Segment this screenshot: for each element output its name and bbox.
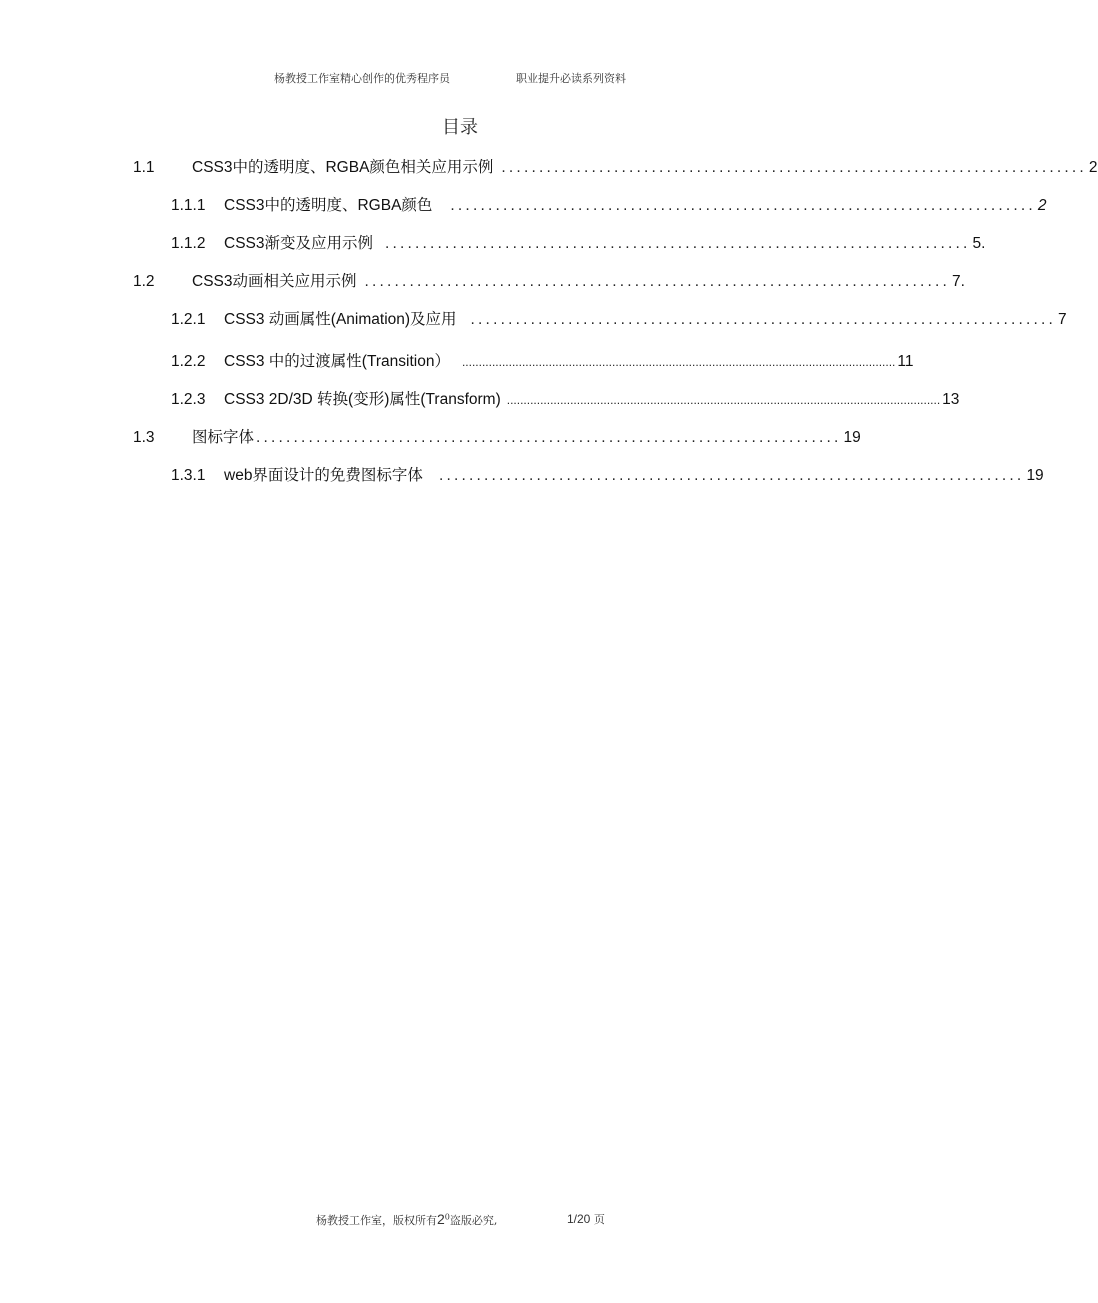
toc-dot-leader: .............................................................................. xyxy=(470,311,1057,328)
toc-entry-number: 1.3.1 xyxy=(171,467,206,484)
toc-entry-page: 2 xyxy=(1088,159,1098,176)
toc-entry-label: CSS3 动画属性(Animation)及应用 xyxy=(224,311,457,328)
toc-entry-label: CSS3 2D/3D 转换(变形)属性(Transform) xyxy=(224,391,501,408)
toc-entry-page: 11 xyxy=(897,353,914,370)
toc-entry-number: 1.2.1 xyxy=(171,311,206,328)
toc-entry-1-3-1[interactable] xyxy=(171,466,1044,486)
toc-entry-label: CSS3渐变及应用示例 xyxy=(224,235,373,252)
footer-copyright-suffix: 盗版必究, xyxy=(449,1214,498,1227)
toc-entry-1-2-1[interactable] xyxy=(171,310,1067,330)
toc-entry-page: 7. xyxy=(952,273,965,290)
toc-dot-leader: .............................................................................. xyxy=(450,197,1036,214)
toc-dot-leader: .............................................................................. xyxy=(364,273,950,290)
toc-entry-label: CSS3中的透明度、RGBA颜色相关应用示例 xyxy=(192,159,494,176)
toc-dot-leader: .................................................................................................................................. xyxy=(461,355,896,369)
toc-entry-page: 5. xyxy=(972,235,986,252)
toc-entry-1-3[interactable] xyxy=(133,428,861,448)
toc-entry-1-1-1[interactable] xyxy=(171,196,1047,216)
toc-entry-1-2-2[interactable] xyxy=(171,352,914,372)
footer-copyright-sup: 0 xyxy=(444,1212,450,1222)
toc-entry-number: 1.2.3 xyxy=(171,391,206,408)
footer-page-current: 1/20 xyxy=(567,1212,591,1226)
toc-entry-label: 图标字体 xyxy=(192,429,255,446)
footer-copyright-prefix: 杨教授工作室，版权所有 xyxy=(316,1214,437,1227)
toc-entry-number: 1.1.1 xyxy=(171,197,206,214)
header-left-text: 杨教授工作室精心创作的优秀程序员 xyxy=(274,72,450,85)
toc-entry-number: 1.1.2 xyxy=(171,235,206,252)
toc-dot-leader: .............................................................................. xyxy=(501,159,1087,176)
toc-entry-page: 19 xyxy=(843,429,861,446)
toc-entry-page: 7 xyxy=(1058,311,1067,328)
footer-page-number xyxy=(567,1211,605,1227)
toc-entry-label: CSS3中的透明度、RGBA颜色 xyxy=(224,197,433,214)
footer-copyright xyxy=(316,1211,497,1228)
toc-dot-leader: .................................................................................................................................. xyxy=(506,393,941,407)
toc-entry-1-1[interactable] xyxy=(133,158,1098,178)
footer-page-suffix: 页 xyxy=(590,1213,605,1226)
toc-title: 目录 xyxy=(442,117,478,138)
toc-entry-label: CSS3 中的过渡属性(Transition） xyxy=(224,353,450,370)
toc-entry-label: web界面设计的免费图标字体 xyxy=(224,467,423,484)
toc-dot-leader: .............................................................................. xyxy=(438,467,1025,484)
toc-entry-number: 1.1 xyxy=(133,159,155,176)
toc-entry-page: 2 xyxy=(1037,197,1047,214)
toc-entry-1-2-3[interactable] xyxy=(171,390,960,410)
toc-dot-leader: .............................................................................. xyxy=(256,429,842,446)
toc-entry-number: 1.2.2 xyxy=(171,353,206,370)
footer-copyright-digit: 2 xyxy=(437,1211,445,1227)
toc-entry-page: 19 xyxy=(1026,467,1044,484)
toc-dot-leader: .............................................................................. xyxy=(385,235,971,252)
toc-entry-1-1-2[interactable] xyxy=(171,234,986,254)
toc-entry-number: 1.3 xyxy=(133,429,155,446)
toc-entry-number: 1.2 xyxy=(133,273,155,290)
header-right-text: 职业提升必读系列资料 xyxy=(516,72,626,85)
toc-entry-page: 13 xyxy=(942,391,960,408)
toc-entry-1-2[interactable] xyxy=(133,272,965,292)
toc-entry-label: CSS3动画相关应用示例 xyxy=(192,273,357,290)
